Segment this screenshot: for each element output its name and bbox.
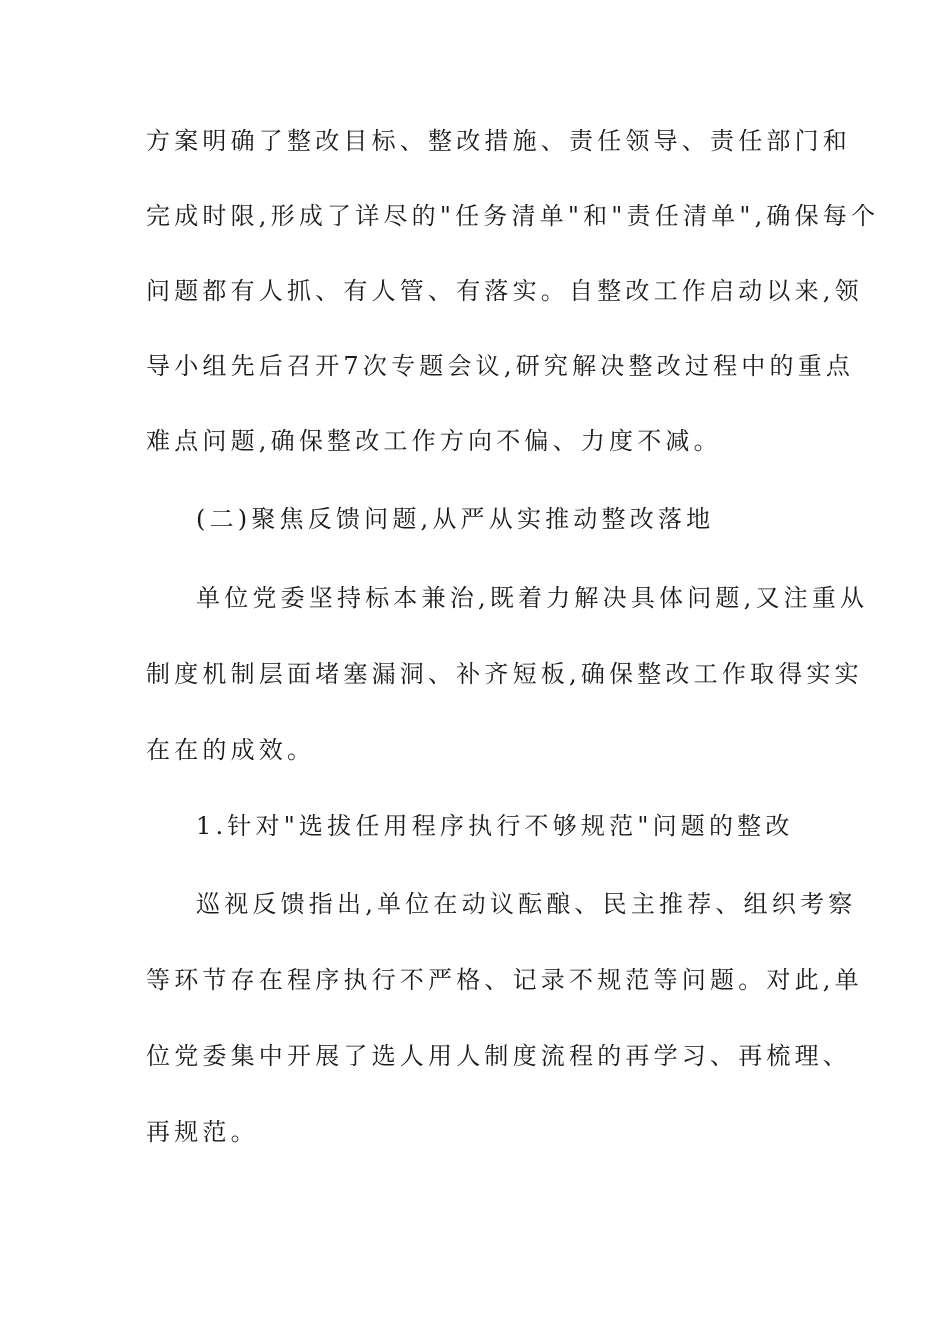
paragraph-1-line-1: 方案明确了整改目标、整改措施、责任领导、责任部门和 [146,127,851,155]
section-heading: (二)聚焦反馈问题,从严从实推动整改落地 [196,505,715,533]
paragraph-2-line-1: 单位党委坚持标本兼治,既着力解决具体问题,又注重从 [196,584,869,612]
paragraph-2-line-2: 制度机制层面堵塞漏洞、补齐短板,确保整改工作取得实实 [146,660,863,688]
paragraph-1-line-4: 导小组先后召开7次专题会议,研究解决整改过程中的重点 [146,352,855,380]
paragraph-1-line-3: 问题都有人抓、有人管、有落实。自整改工作启动以来,领 [146,277,863,305]
paragraph-3-line-1: 巡视反馈指出,单位在动议酝酿、民主推荐、组织考察 [196,890,857,918]
paragraph-3-line-3: 位党委集中开展了选人用人制度流程的再学习、再梳理、 [146,1042,851,1070]
paragraph-1-line-5: 难点问题,确保整改工作方向不偏、力度不减。 [146,427,722,455]
subsection-heading: 1.针对"选拔任用程序执行不够规范"问题的整改 [196,812,794,840]
paragraph-2-line-3: 在在的成效。 [146,736,316,764]
paragraph-3-line-4: 再规范。 [146,1118,259,1146]
paragraph-1-line-2: 完成时限,形成了详尽的"任务清单"和"责任清单",确保每个 [146,202,880,230]
paragraph-3-line-2: 等环节存在程序执行不严格、记录不规范等问题。对此,单 [146,966,863,994]
